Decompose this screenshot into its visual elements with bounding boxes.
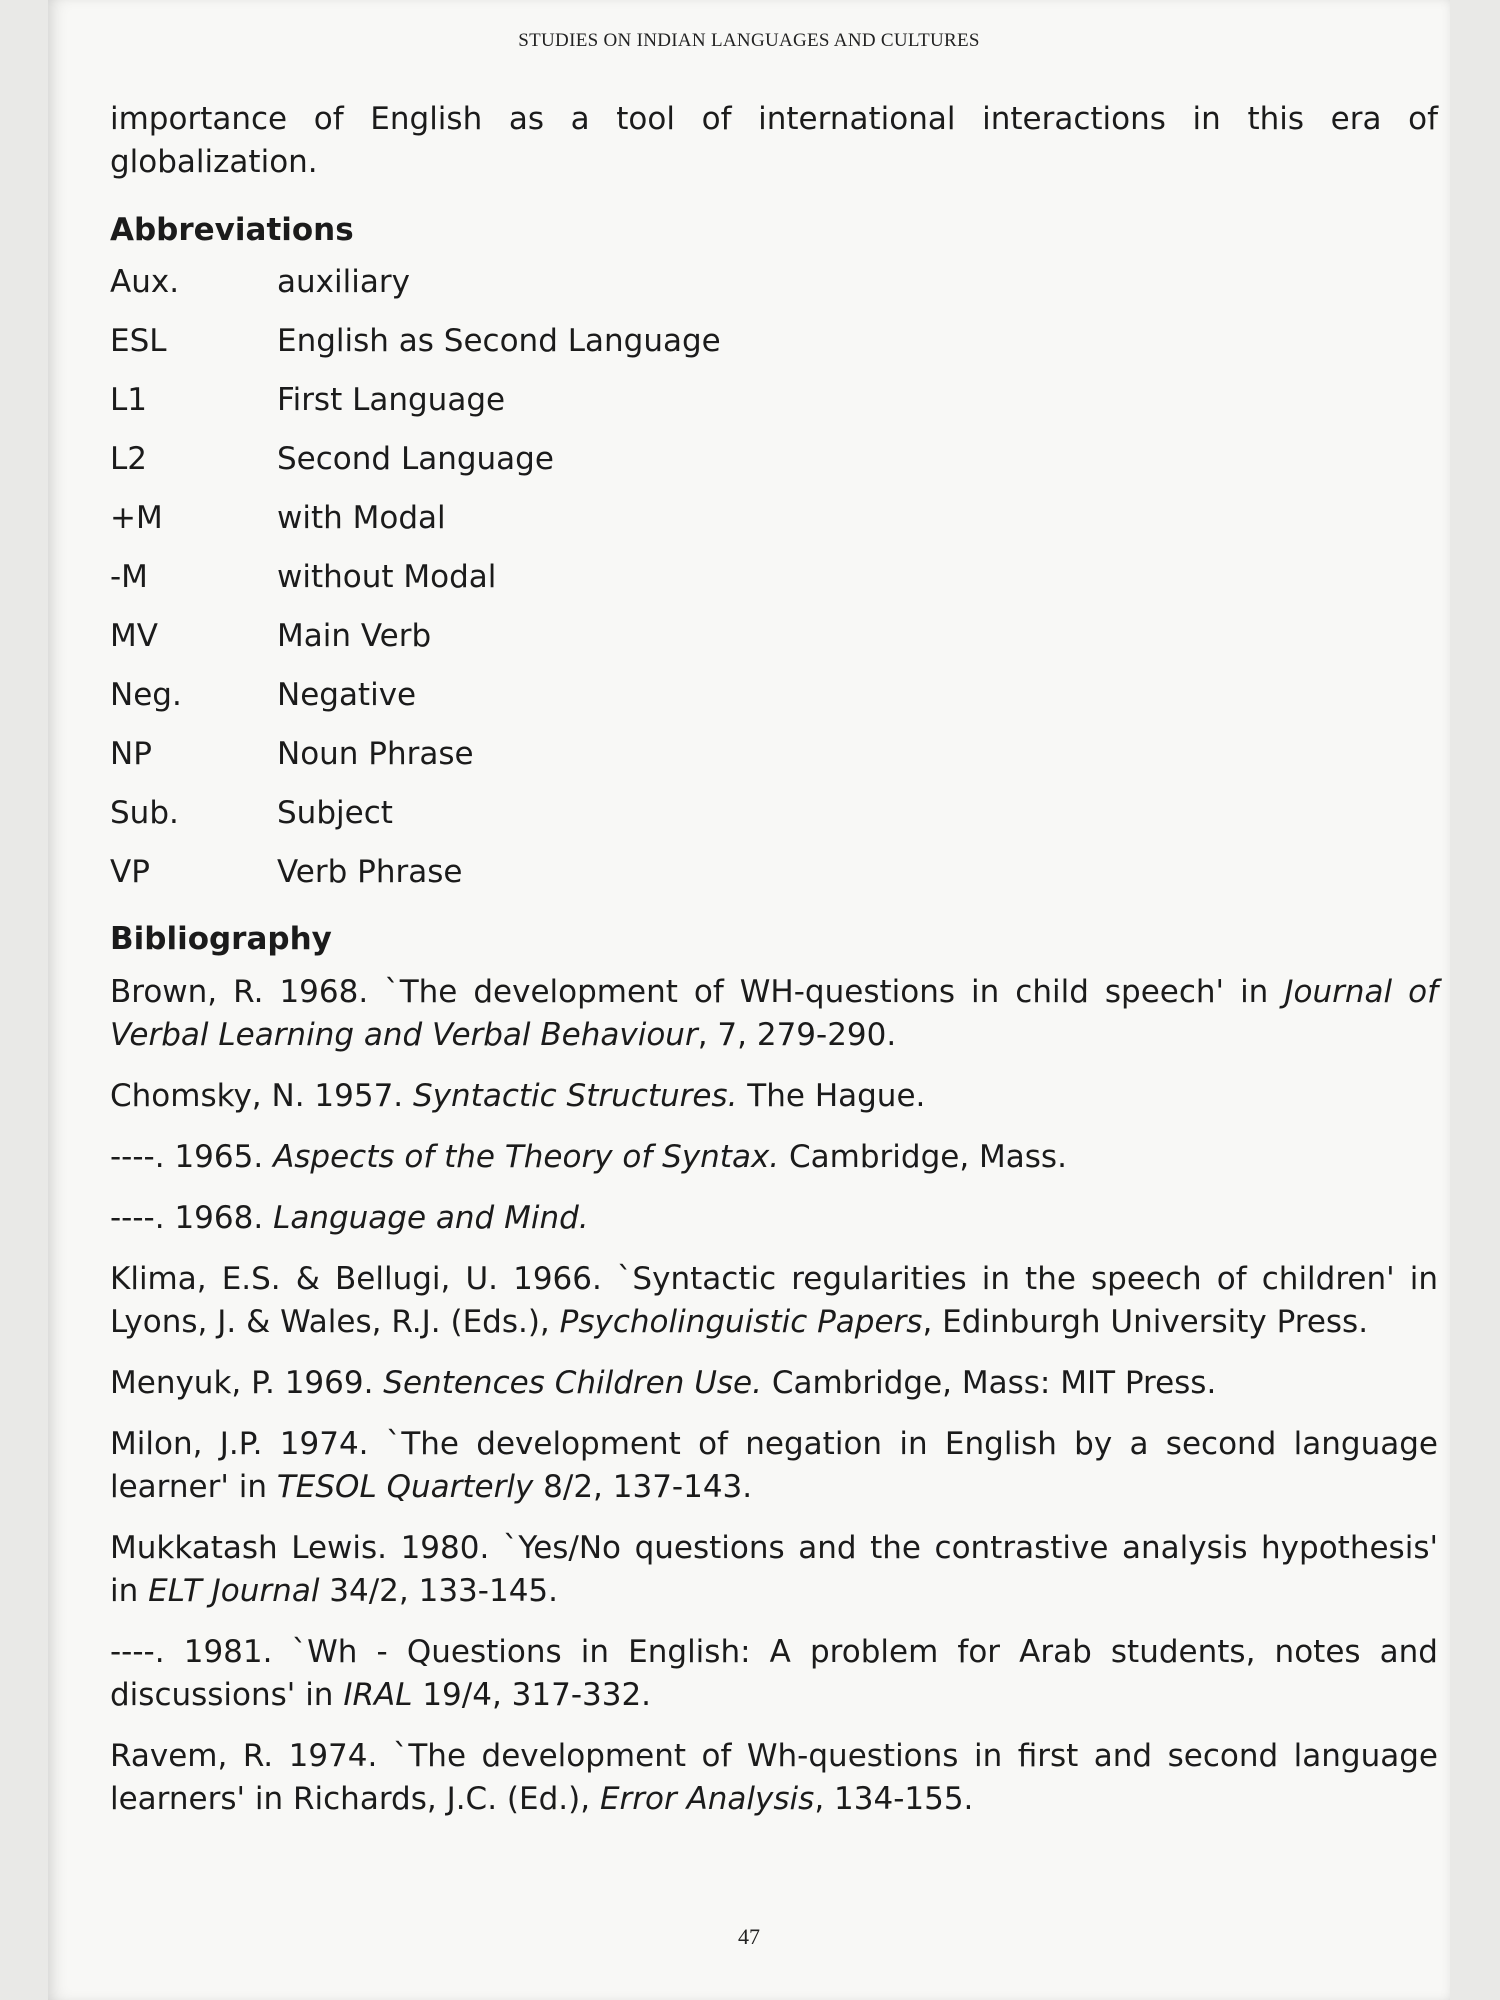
entry-title-italic: Journal of Verbal Learning and Verbal Behaviour [110, 974, 1438, 1053]
bibliography-heading: Bibliography [110, 921, 332, 957]
abbreviation-term: L2 [110, 441, 147, 477]
abbreviation-row [110, 616, 1438, 675]
abbreviation-meaning: Negative [277, 677, 417, 713]
abbreviation-row [110, 262, 1438, 321]
entry-text-tail: , 134-155. [814, 1781, 974, 1817]
abbreviation-meaning: Verb Phrase [277, 854, 463, 890]
abbreviation-row [110, 734, 1438, 793]
abbreviation-row [110, 439, 1438, 498]
entry-text-tail: Cambridge, Mass. [779, 1139, 1067, 1175]
entry-text: Mukkatash Lewis. 1980. `Yes/No questions and the contrastive analysis hypothesis' in [110, 1530, 1438, 1609]
abbreviation-term: -M [110, 559, 148, 595]
abbreviation-meaning: Second Language [277, 441, 554, 477]
entry-text-tail: , 7, 279-290. [697, 1017, 897, 1053]
entry-title-italic: Sentences Children Use. [383, 1365, 762, 1401]
abbreviation-meaning: Noun Phrase [277, 736, 474, 772]
running-head: STUDIES ON INDIAN LANGUAGES AND CULTURES [518, 30, 980, 51]
abbreviation-term: Sub. [110, 795, 179, 831]
entry-title-italic: Psycholinguistic Papers [559, 1304, 923, 1340]
bibliography-entry [110, 1362, 1438, 1405]
entry-title-italic: Aspects of the Theory of Syntax. [273, 1139, 780, 1175]
abbreviation-row [110, 321, 1438, 380]
entry-title-italic: Syntactic Structures. [413, 1078, 738, 1114]
abbreviation-meaning: Subject [277, 795, 393, 831]
entry-text-tail: 8/2, 137-143. [533, 1469, 753, 1505]
entry-text-tail: 34/2, 133-145. [319, 1573, 558, 1609]
abbreviation-row [110, 793, 1438, 852]
abbreviations-heading: Abbreviations [110, 212, 354, 248]
abbreviation-term: VP [110, 854, 150, 890]
abbreviation-row [110, 675, 1438, 734]
abbreviation-row [110, 380, 1438, 439]
bibliography-entry [110, 1258, 1438, 1344]
entry-title-italic: Error Analysis [599, 1781, 815, 1817]
entry-text: Ravem, R. 1974. `The development of Wh-questions in first and second language learners' in Richards, J.C. (Ed.), [110, 1738, 1438, 1817]
abbreviations-list [110, 262, 1438, 911]
entry-text: ----. 1981. `Wh - Questions in English: A problem for Arab students, notes and discussions' in [110, 1634, 1438, 1713]
entry-text-tail: The Hague. [737, 1078, 926, 1114]
abbreviation-meaning: Main Verb [277, 618, 432, 654]
abbreviation-term: NP [110, 736, 152, 772]
entry-text: ----. 1968. [110, 1200, 274, 1236]
entry-title-italic: Language and Mind. [273, 1200, 589, 1236]
entry-text: Brown, R. 1968. `The development of WH-questions in child speech' in [110, 974, 1285, 1010]
entry-text: Menyuk, P. 1969. [110, 1365, 384, 1401]
abbreviation-meaning: auxiliary [277, 264, 410, 300]
abbreviation-term: Aux. [110, 264, 180, 300]
entry-text: Milon, J.P. 1974. `The development of negation in English by a second language learner' in [110, 1426, 1438, 1505]
entry-title-italic: TESOL Quarterly [276, 1469, 534, 1505]
bibliography-entry [110, 1136, 1438, 1179]
entry-title-italic: ELT Journal [148, 1573, 320, 1609]
bibliography-entry [110, 1197, 1438, 1240]
entry-text: Klima, E.S. & Bellugi, U. 1966. `Syntactic regularities in the speech of children' in Lyons, J. & Wales, R.J. (Eds.), [110, 1261, 1438, 1340]
abbreviation-meaning: without Modal [277, 559, 497, 595]
entry-text-tail: , Edinburgh University Press. [922, 1304, 1369, 1340]
bibliography-entry [110, 1075, 1438, 1118]
abbreviation-row [110, 852, 1438, 911]
intro-paragraph: importance of English as a tool of international interactions in this era of globalization. [110, 101, 1438, 180]
abbreviation-term: +M [110, 500, 163, 536]
abbreviation-meaning: with Modal [277, 500, 446, 536]
page-content [110, 98, 1438, 1839]
bibliography-list [110, 971, 1438, 1821]
entry-text-tail: Cambridge, Mass: MIT Press. [761, 1365, 1217, 1401]
abbreviation-term: L1 [110, 382, 147, 418]
bibliography-entry [110, 1735, 1438, 1821]
bibliography-entry [110, 1527, 1438, 1613]
abbreviation-term: ESL [110, 323, 167, 359]
book-page [48, 0, 1450, 2000]
abbreviation-term: Neg. [110, 677, 182, 713]
bibliography-entry [110, 971, 1438, 1057]
abbreviation-row [110, 498, 1438, 557]
entry-title-italic: IRAL [343, 1677, 413, 1713]
entry-text: Chomsky, N. 1957. [110, 1078, 414, 1114]
abbreviation-term: MV [110, 618, 158, 654]
page-number: 47 [738, 1924, 760, 1949]
abbreviation-meaning: First Language [277, 382, 506, 418]
bibliography-entry [110, 1631, 1438, 1717]
abbreviation-row [110, 557, 1438, 616]
entry-text-tail: 19/4, 317-332. [412, 1677, 652, 1713]
bibliography-entry [110, 1423, 1438, 1509]
abbreviation-meaning: English as Second Language [277, 323, 721, 359]
entry-text: ----. 1965. [110, 1139, 274, 1175]
